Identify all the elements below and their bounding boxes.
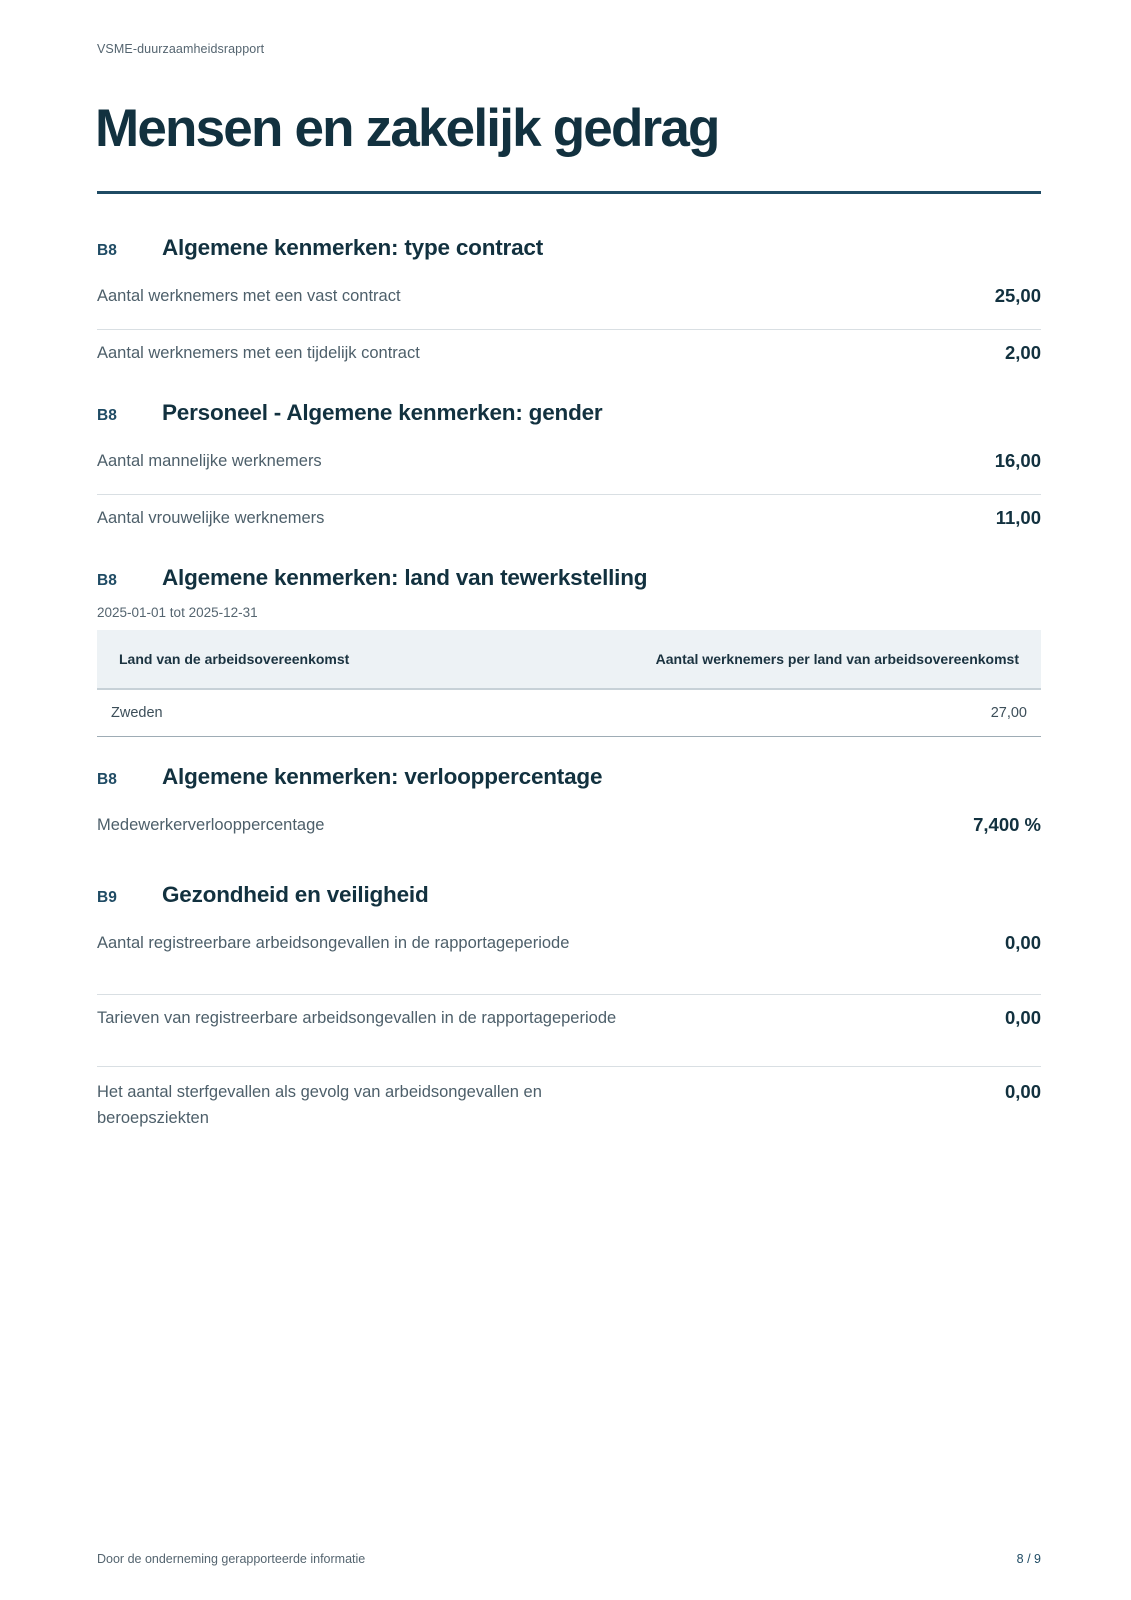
table-row [97, 689, 1041, 737]
metric-value: 25,00 [994, 285, 1041, 306]
section-code: B9 [97, 889, 117, 906]
report-page [97, 0, 1041, 1600]
section-title: Algemene kenmerken: verlooppercentage [162, 764, 603, 789]
section-contract-type [97, 233, 1041, 380]
section-code: B8 [97, 242, 117, 259]
metric-label: Aantal registreerbare arbeidsongevallen in de rapportageperiode [97, 934, 570, 952]
column-header-employee-count: Aantal werknemers per land van arbeidsovereenkomst [477, 630, 1041, 689]
section-code: B8 [97, 407, 117, 424]
metric-label: Aantal werknemers met een tijdelijk contract [97, 344, 420, 362]
section-code: B8 [97, 572, 117, 589]
section-header [97, 398, 1041, 438]
section-turnover [97, 762, 1041, 852]
section-header [97, 880, 1041, 920]
page-number: 8 / 9 [1016, 1552, 1041, 1566]
metric-label: Tarieven van registreerbare arbeidsongevallen in de rapportageperiode [97, 1009, 617, 1027]
section-title: Personeel - Algemene kenmerken: gender [162, 400, 603, 425]
metric-value: 0,00 [1004, 932, 1041, 953]
section-title: Algemene kenmerken: type contract [162, 235, 544, 260]
metric-label: Het aantal sterfgevallen als gevolg van arbeidsongevallen en beroepsziekten [97, 1083, 542, 1127]
metric-row-fatalities [97, 1067, 1041, 1143]
country-table [97, 630, 1041, 737]
section-header [97, 762, 1041, 802]
metric-label: Medewerkerverlooppercentage [97, 816, 325, 834]
metric-value: 16,00 [994, 450, 1041, 471]
section-title: Gezondheid en veiligheid [162, 882, 429, 907]
metric-row-male-employees [97, 438, 1041, 495]
metric-row-female-employees [97, 495, 1041, 545]
metric-value: 7,400 % [973, 814, 1041, 835]
metric-label: Aantal mannelijke werknemers [97, 452, 322, 470]
metric-row-temporary-contract [97, 330, 1041, 380]
table-cell-country: Zweden [97, 689, 477, 737]
metric-value: 0,00 [1004, 1081, 1041, 1102]
metric-value: 0,00 [1004, 1007, 1041, 1028]
metric-label: Aantal werknemers met een vast contract [97, 287, 401, 305]
metric-row-permanent-contract [97, 273, 1041, 330]
metric-row-accident-rate [97, 995, 1041, 1067]
metric-row-recordable-accidents [97, 920, 1041, 995]
section-code: B8 [97, 771, 117, 788]
table-header-row [97, 630, 1041, 689]
metric-value: 2,00 [1004, 342, 1041, 363]
section-gender [97, 398, 1041, 545]
metric-label: Aantal vrouwelijke werknemers [97, 509, 325, 527]
title-divider [97, 191, 1041, 194]
table-cell-employee-count: 27,00 [477, 689, 1041, 737]
section-header [97, 563, 1041, 603]
document-label: VSME-duurzaamheidsrapport [97, 42, 265, 56]
column-header-country: Land van de arbeidsovereenkomst [97, 630, 477, 689]
section-title: Algemene kenmerken: land van tewerkstelling [162, 565, 648, 590]
reporting-period: 2025-01-01 tot 2025-12-31 [97, 605, 258, 620]
section-header [97, 233, 1041, 273]
footer-note: Door de onderneming gerapporteerde informatie [97, 1552, 366, 1566]
section-health-safety [97, 880, 1041, 1143]
page-title: Mensen en zakelijk gedrag [95, 99, 719, 158]
metric-value: 11,00 [995, 507, 1041, 528]
section-country-of-employment [97, 563, 1041, 737]
metric-row-turnover-rate [97, 802, 1041, 852]
